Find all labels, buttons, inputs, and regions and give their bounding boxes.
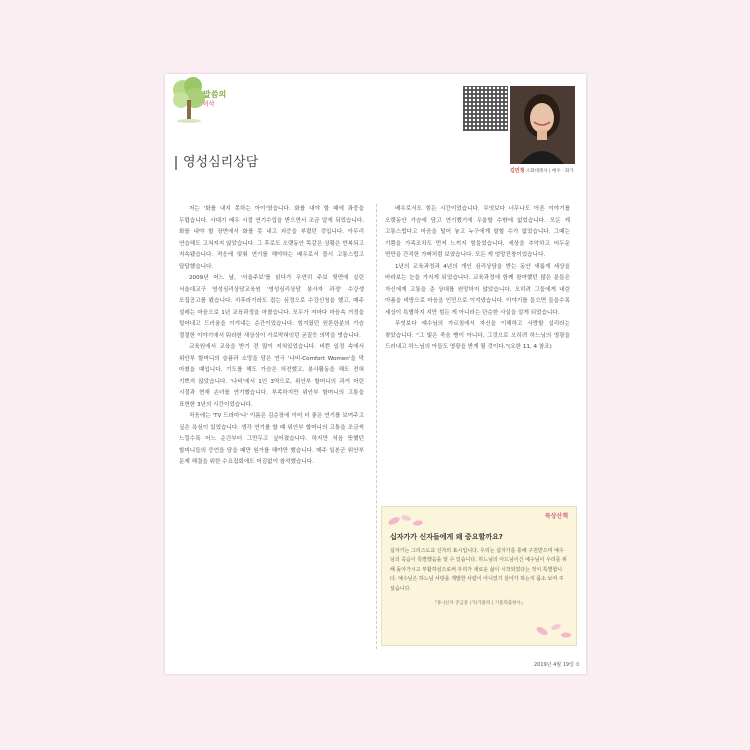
author-portrait xyxy=(510,86,575,164)
author-caption xyxy=(510,167,582,174)
note-source: 『휴-]신자 궁금증 (가)가톨릭 | 기톨릭출판사』 xyxy=(432,600,526,606)
magazine-page xyxy=(165,74,586,674)
note-heading: 십자가가 신자들에게 왜 중요할까요? xyxy=(390,533,503,541)
column-divider xyxy=(376,204,377,649)
page-title: 영성심리상담 xyxy=(175,156,258,170)
paragraph: 저는 '화를 내지 못하는 아이'였습니다. 화를 내야 할 때에 좌중을 두렵습니다. 사대기 배우 시절 연기수업을 받으면서 조금 알게 되었습니다. 화를 내야 할 장면에서 화를 못 내고 괴증을 부렸던 것입니다. 아무리 연습해도 고쳐지지 않았습니다. 그 후로도 오랫동안 똑같은 상황은 반복되고 지속됐습니다. 적응에 맞춰 연기를 해야하는 배우로서 몹시 고통스럽고 답답했습니다. xyxy=(179,206,364,270)
paragraph: 처음에는 'TV 드라마'나' 이름은 김순장에 이어 더 좋은 연기를 보여주고 싶은 욕심이 있었습니다. 생각 연기를 할 때 위안부 할머니의 고통을 조금씩 느낄수록 어느 순간부터 그만두고 싶어졌습니다. 하지만 처음 뜻했던 할머니들의 증언을 담을 때만 원가를 해야만 했습니다. 매주 일본군 위안부 문제 해결을 위한 수요집회에도 어김없이 참석했습니다. xyxy=(179,413,364,465)
note-text: 십자가는 그리스도교 신자의 표시입니다. 우리는 십자가를 통해 구원받으며 예수님의 죽음이 특별했음을 알 수 있습니다. 하느님의 아드님이신 예수님이 우리를 위해 돌아가시고 부활하심으로써 우리가 새로운 삶이 시작되었다는 것이 특별합니다. 예수님은 하느님 사랑을 계발한 사람이 아니었기 살아가 하는지 몸소 보여 주셨습니다. xyxy=(390,547,567,592)
paragraph: 배우로서도 힘든 시간이었습니다. 무엇보다 너무나도 아픈 이야기를 오랫동안 가슴에 담고 연기했기에 우울할 수밖에 없었습니다. 모든 게 고통스럽다고 마음을 털어 놓고 누구에게 말할 수가 없었습니다. 그때는 기쁨을 가족조차도 먼저 느끼지 힘들었습니다. 세상을 추악하고 어두운 면만을 간직한 가짜처럼 보였습니다. 모든 게 엉망진창이었습니다. xyxy=(385,206,570,258)
logo-title xyxy=(203,90,226,109)
note-body xyxy=(390,547,568,595)
logo-main: 말씀의 xyxy=(203,90,227,99)
note-tag: 묵상산책 xyxy=(544,513,568,520)
author-role: 소화데레사 | 배우 · 화가 xyxy=(525,169,574,174)
qr-code xyxy=(463,86,508,131)
right-column xyxy=(385,204,570,354)
logo-sub: 이삭 xyxy=(203,101,215,108)
paragraph: 2009년 어느 날, '서울주보'를 읽다가 우연히 주보 뒷면에 실린 서울대교구 영성심리상담교육원 '영성심리상담 봉사자 과정' 수강생 모집공고를 봤습니다. 지푸라기라도 잡는 심정으로 수강신청을 했고, 매주 설레는 마음으로 1년 교육과정을 마쳤습니다. 모두가 저마다 마음속 거정을 털어내고 드러움을 이겨내는 순간이었습니다. 힘겨웠던 원론한분의 가슴 절절한 이야기에서 뭐라한 새상상이 가로막혀잇던 굳질듯 의막을 벗습니다. xyxy=(179,275,364,339)
sidebar-note-box xyxy=(381,506,577,646)
portrait-image xyxy=(510,86,575,164)
page-footer: 2019년 4월 19일 ① xyxy=(533,662,580,668)
paragraph: 무엇보다 예수님의 가르침에서 자신을 이해하고 사랑할 실리라는 찾았습니다. "그 빛은 죽음 빵이 아니다, 그것으로 오히려 하느님의 영광을 드러내고 하느님의 아들도 영광을 받게 될 것이다."(요한 11, 4 참조) xyxy=(385,321,570,350)
paragraph: 1년의 교육과정과 4년의 개인 심리상담을 받는 동안 새롭게 세상을 바라보는 눈을 가지게 되었습니다. 교육과정에 함께 참여했던 많은 분들은 자신에게 고통을 준 상대를 원망하지 않았습니다. 오히려 그들에게 내린 아픔을 비방으로 마음을 인민으로 이겨냈습니다. 이야기를 들으면 들을수록 세상이 특별하지 지만 힘든 게 아니라는 단순한 사실을 알게 되었습니다. xyxy=(385,263,570,316)
paragraph: 교육원에서 교육을 받기 전 많이 지쳐있었습니다. 비쁜 일정 속에서 위안부 할머니의 슬픔과 소망을 담은 연극 '나비-Comfort Women'을 막 마쳤을 때입니다. 기도를 해도 가슴은 허전했고, 봉사활동을 해도 전혀 기쁘지 않았습니다. '나비'에서 1인 3역으로, 위안부 할머니의 과거 어린 시절과 현재 손녀를 연기했습니다. 부족하지만 위안부 할머니의 고통을 표현한 3년의 시간이었습니다. xyxy=(179,344,364,408)
leaf-decoration-icon xyxy=(386,511,426,531)
author-name: 김민정 xyxy=(510,168,525,174)
column-logo xyxy=(169,76,239,126)
left-column xyxy=(179,204,364,469)
leaf-decoration-icon xyxy=(532,617,572,641)
